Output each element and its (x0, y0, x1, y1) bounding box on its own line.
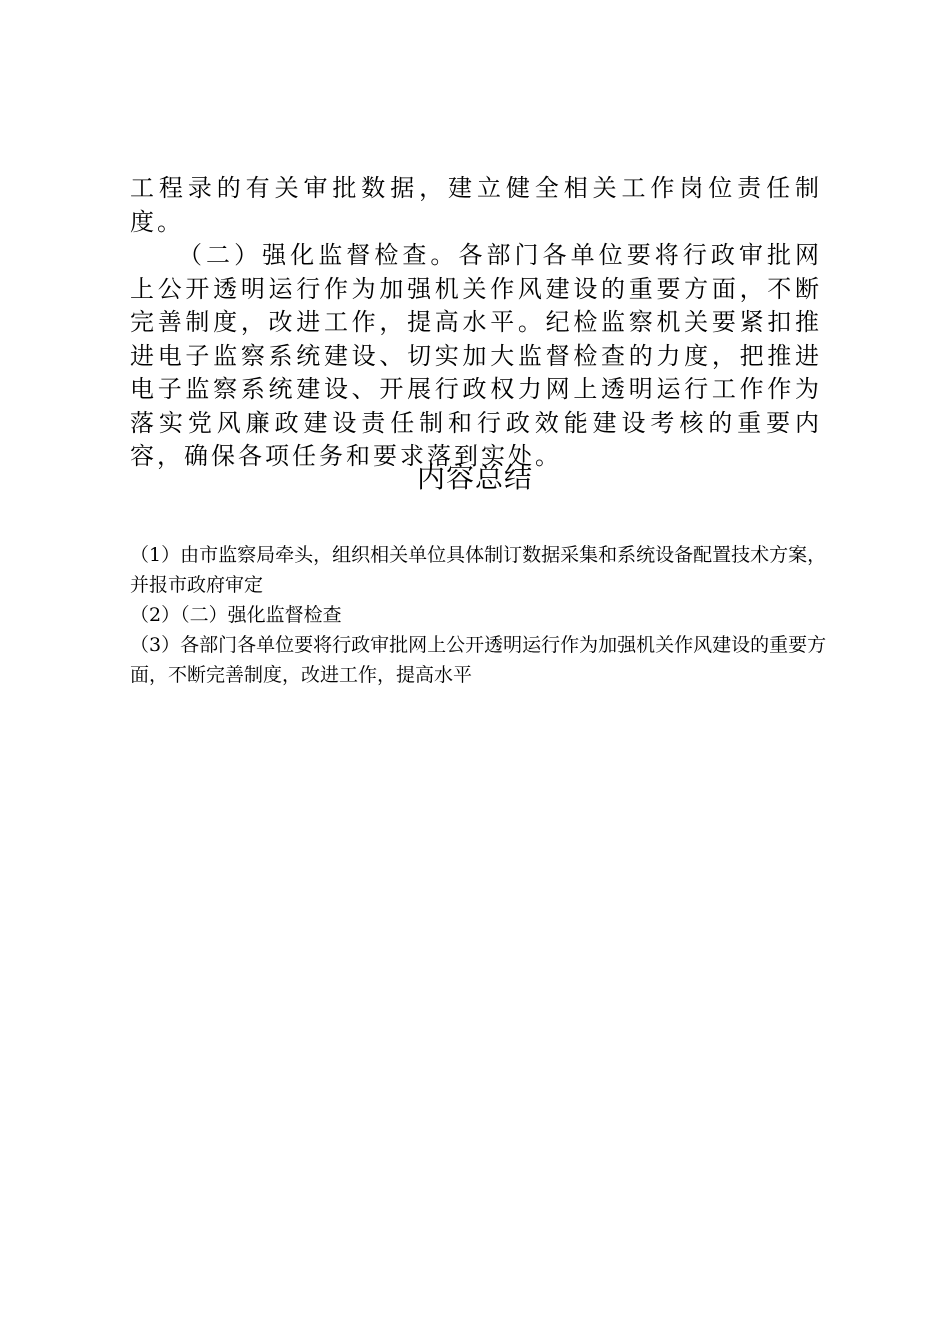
summary-item-2: （2）（二）强化监督检查 (130, 604, 342, 626)
body-paragraph-2: （二）强化监督检查。各部门各单位要将行政审批网上公开透明运行作为加强机关作风建设的重要方面，不断完善制度，改进工作，提高水平。纪检监察机关要紧扣推进电子监察系统建设、切实加大监督检查的力度，把推进电子监察系统建设、开展行政权力网上透明运行工作作为落实党风廉政建设责任制和行政效能建设考核的重要内容，确保各项任务和要求落到实处。 (130, 241, 822, 470)
summary-item-3: （3）各部门各单位要将行政审批网上公开透明运行作为加强机关作风建设的重要方面，不断完善制度，改进工作，提高水平 (130, 634, 827, 686)
summary-list (130, 540, 830, 690)
body-paragraph-1: 工程录的有关审批数据，建立健全相关工作岗位责任制度。 (130, 174, 822, 236)
body-text (130, 172, 822, 474)
summary-title: 内容总结 (416, 461, 533, 494)
summary-item-1: （1）由市监察局牵头，组织相关单位具体制订数据采集和系统设备配置技术方案，并报市政府审定 (130, 544, 827, 596)
